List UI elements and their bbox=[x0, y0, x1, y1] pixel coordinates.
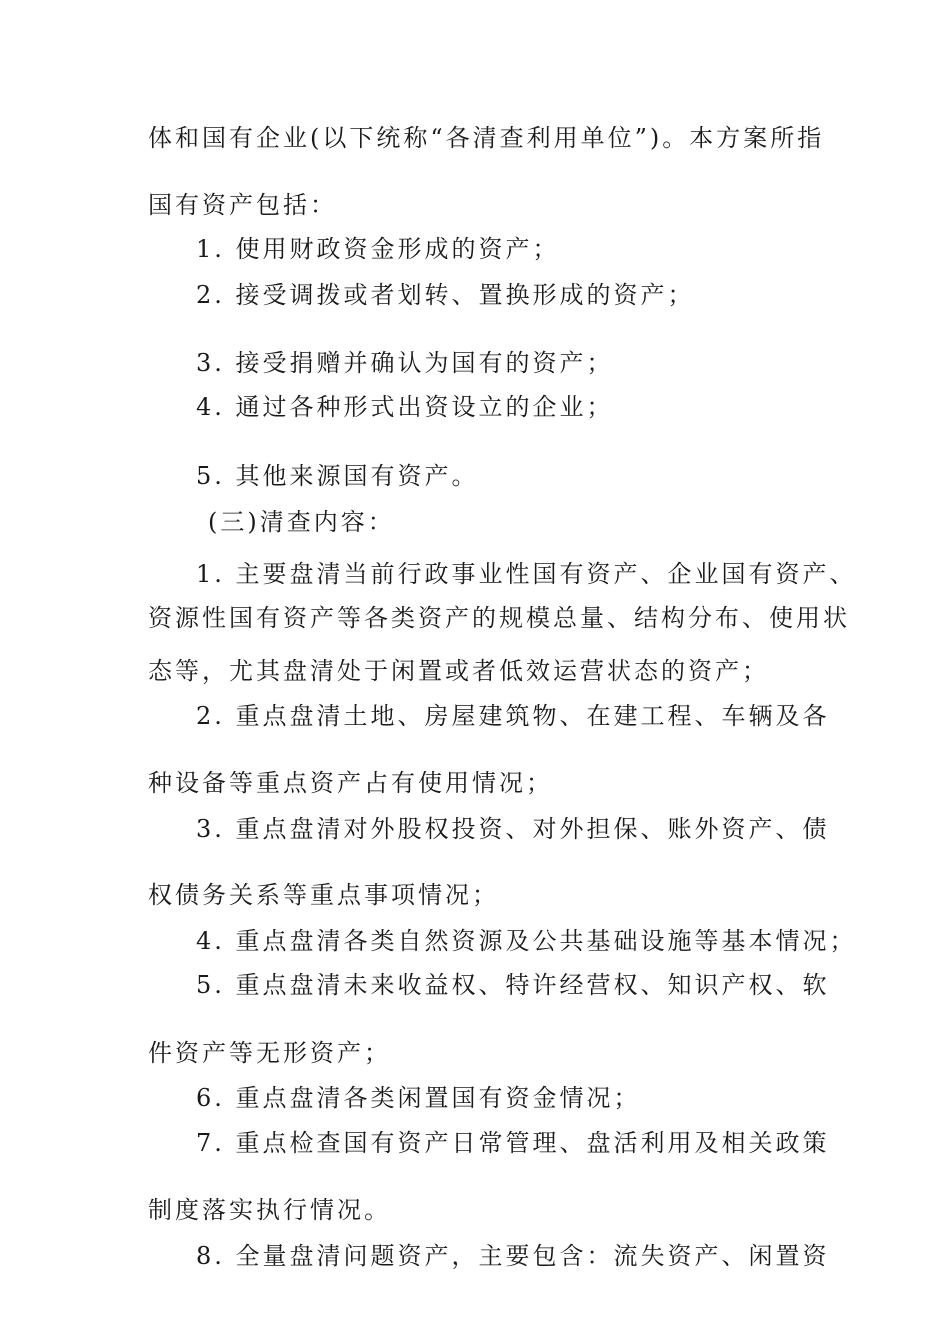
paragraph-line: 权债务关系等重点事项情况； bbox=[148, 881, 499, 909]
paragraph-line: 种设备等重点资产占有使用情况； bbox=[148, 769, 553, 797]
paragraph-line: 件资产等无形资产； bbox=[148, 1039, 391, 1067]
list-item: 3. 重点盘清对外股权投资、对外担保、账外资产、债 bbox=[196, 815, 830, 843]
list-item: 2. 重点盘清土地、房屋建筑物、在建工程、车辆及各 bbox=[196, 702, 830, 730]
list-item: 5. 其他来源国有资产。 bbox=[196, 462, 479, 490]
list-item: 8. 全量盘清问题资产，主要包含：流失资产、闲置资 bbox=[196, 1242, 830, 1270]
list-item: 7. 重点检查国有资产日常管理、盘活利用及相关政策 bbox=[196, 1129, 830, 1157]
list-item: 1. 主要盘清当前行政事业性国有资产、企业国有资产、 bbox=[196, 560, 857, 588]
paragraph-line: 态等，尤其盘清处于闲置或者低效运营状态的资产； bbox=[148, 657, 769, 685]
list-item: 1. 使用财政资金形成的资产； bbox=[196, 235, 560, 263]
list-item: 3. 接受捐赠并确认为国有的资产； bbox=[196, 349, 614, 377]
paragraph-line: 资源性国有资产等各类资产的规模总量、结构分布、使用状 bbox=[148, 604, 850, 632]
list-item: 4. 重点盘清各类自然资源及公共基础设施等基本情况； bbox=[196, 927, 857, 955]
list-item: 4. 通过各种形式出资设立的企业； bbox=[196, 393, 614, 421]
section-heading: (三)清查内容： bbox=[208, 508, 395, 536]
paragraph-line: 国有资产包括： bbox=[148, 191, 337, 219]
list-item: 6. 重点盘清各类闲置国有资金情况； bbox=[196, 1084, 641, 1112]
paragraph-line: 制度落实执行情况。 bbox=[148, 1196, 391, 1224]
list-item: 5. 重点盘清未来收益权、特许经营权、知识产权、软 bbox=[196, 971, 830, 999]
paragraph-line: 体和国有企业(以下统称“各清查利用单位”)。本方案所指 bbox=[148, 124, 825, 152]
list-item: 2. 接受调拨或者划转、置换形成的资产； bbox=[196, 281, 695, 309]
